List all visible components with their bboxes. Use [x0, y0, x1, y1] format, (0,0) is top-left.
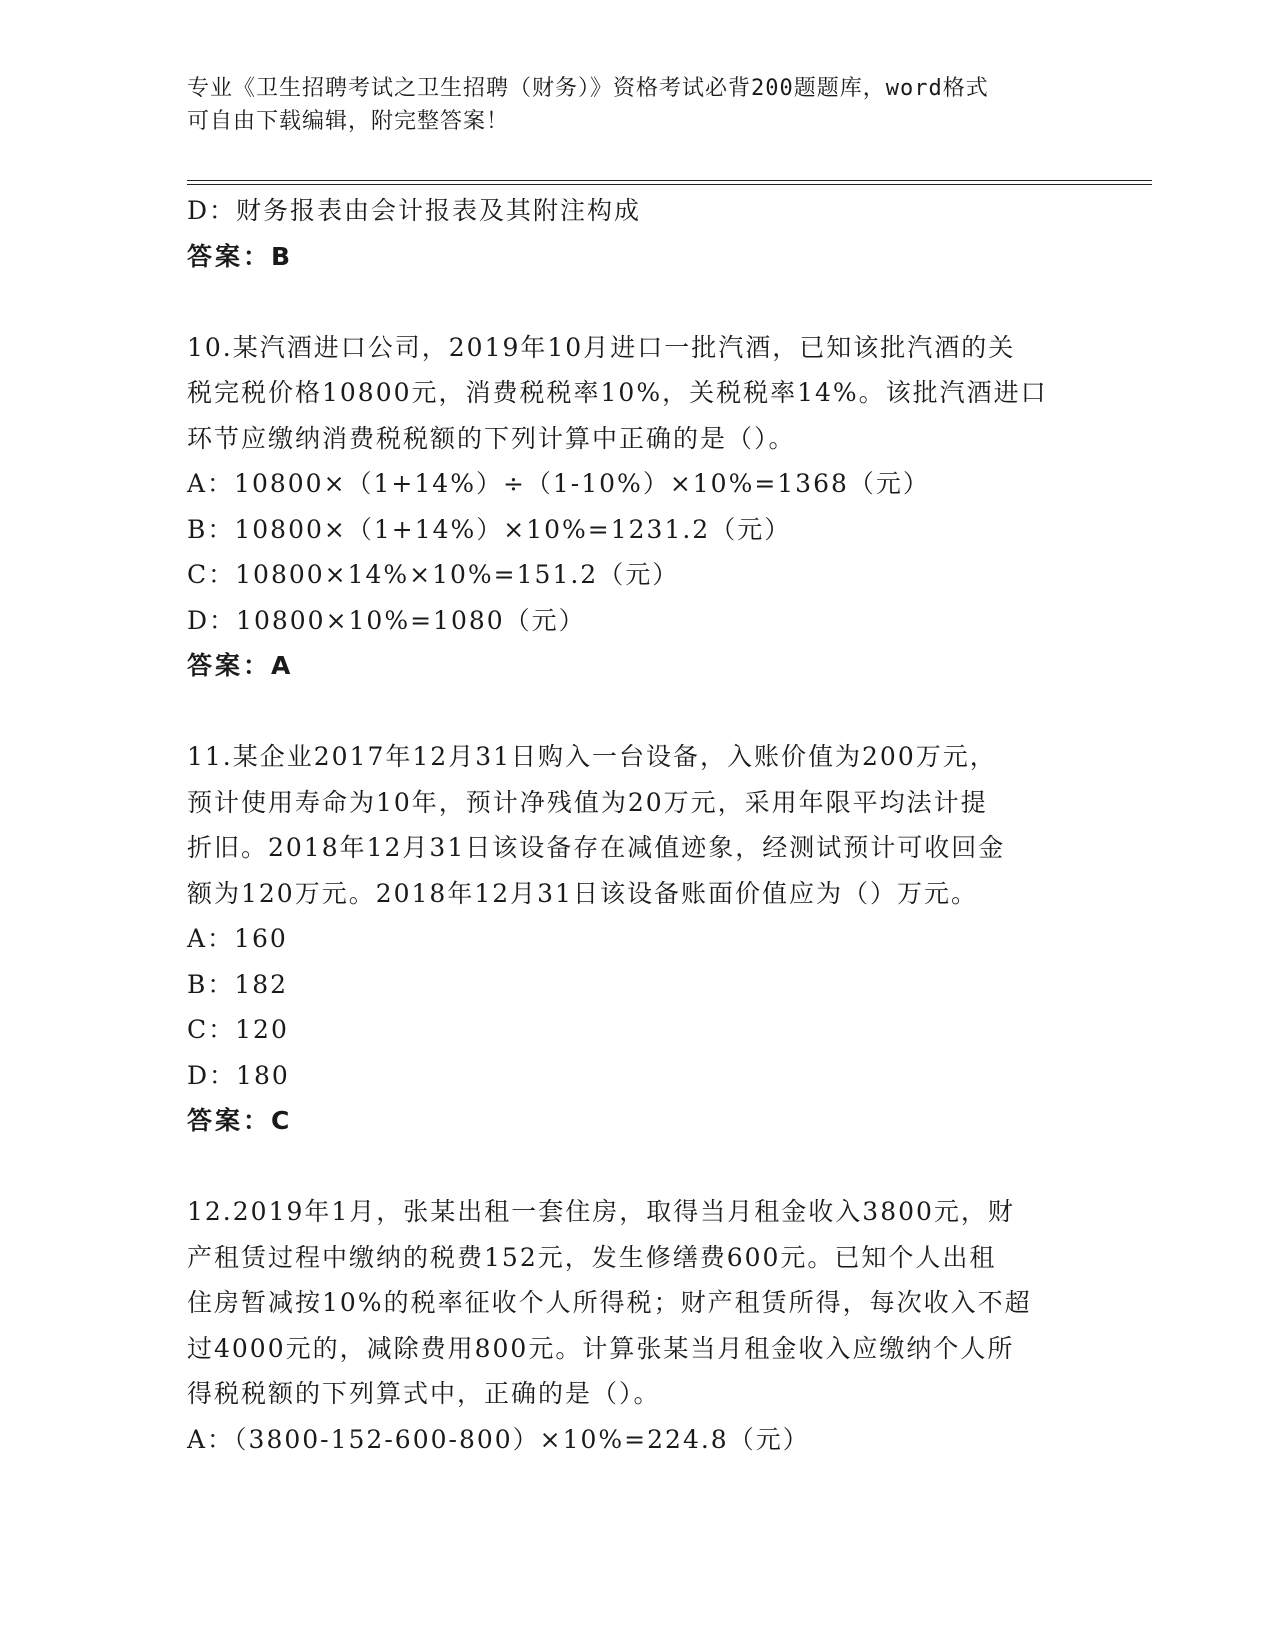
option-a: A：（3800-152-600-800）×10%=224.8（元）	[187, 1424, 810, 1454]
question-stem-line: 过4000元的，减除费用800元。计算张某当月租金收入应缴纳个人所	[187, 1333, 1015, 1363]
question-stem-line: 额为120万元。2018年12月31日该设备账面价值应为（）万元。	[187, 878, 978, 908]
header-line-2: 可自由下载编辑，附完整答案！	[187, 109, 510, 134]
answer: 答案：C	[187, 1106, 293, 1135]
question-stem-line: 12.2019年1月，张某出租一套住房，取得当月租金收入3800元，财	[187, 1197, 1015, 1226]
option-c: C：120	[187, 1015, 289, 1044]
option-b: B：10800×（1+14%）×10%=1231.2（元）	[187, 514, 792, 544]
option-a: A：160	[187, 924, 288, 953]
question-stem-line: 折旧。2018年12月31日该设备存在减值迹象，经测试预计可收回金	[187, 833, 1006, 862]
header-rule-bottom	[187, 184, 1152, 185]
answer: 答案：A	[187, 651, 294, 680]
option-b: B：182	[187, 969, 289, 999]
option-a: A：10800×（1+14%）÷（1-10%）×10%=1368（元）	[187, 469, 930, 498]
question-11	[187, 734, 1087, 1144]
question-stem-line: 11.某企业2017年12月31日购入一台设备，入账价值为200万元，	[187, 742, 997, 771]
header-rule-top	[187, 180, 1152, 181]
question-stem-line: 产租赁过程中缴纳的税费152元，发生修缮费600元。已知个人出租	[187, 1242, 997, 1272]
question-9	[187, 188, 1087, 279]
option-c: C：10800×14%×10%=151.2（元）	[187, 560, 680, 589]
question-10	[187, 325, 1087, 689]
question-stem-line: 环节应缴纳消费税税额的下列计算中正确的是（）。	[187, 423, 796, 453]
option-d: D：180	[187, 1060, 290, 1090]
question-stem-line: 税完税价格10800元，消费税税率10%，关税税率14%。该批汽酒进口	[187, 378, 1048, 407]
option-d: D：10800×10%=1080（元）	[187, 605, 586, 635]
document-body	[187, 188, 1087, 1462]
page-header	[187, 72, 1087, 138]
option-d: D：财务报表由会计报表及其附注构成	[187, 196, 642, 225]
question-stem-line: 住房暂减按10%的税率征收个人所得税；财产租赁所得，每次收入不超	[187, 1288, 1032, 1317]
header-line-1: 专业《卫生招聘考试之卫生招聘（财务）》资格考试必背200题题库，word格式	[187, 76, 989, 101]
question-stem-line: 预计使用寿命为10年，预计净残值为20万元，采用年限平均法计提	[187, 787, 988, 817]
question-12	[187, 1189, 1087, 1462]
question-stem-line: 10.某汽酒进口公司，2019年10月进口一批汽酒，已知该批汽酒的关	[187, 332, 1016, 362]
answer: 答案：B	[187, 241, 294, 271]
question-stem-line: 得税税额的下列算式中，正确的是（）。	[187, 1379, 661, 1408]
